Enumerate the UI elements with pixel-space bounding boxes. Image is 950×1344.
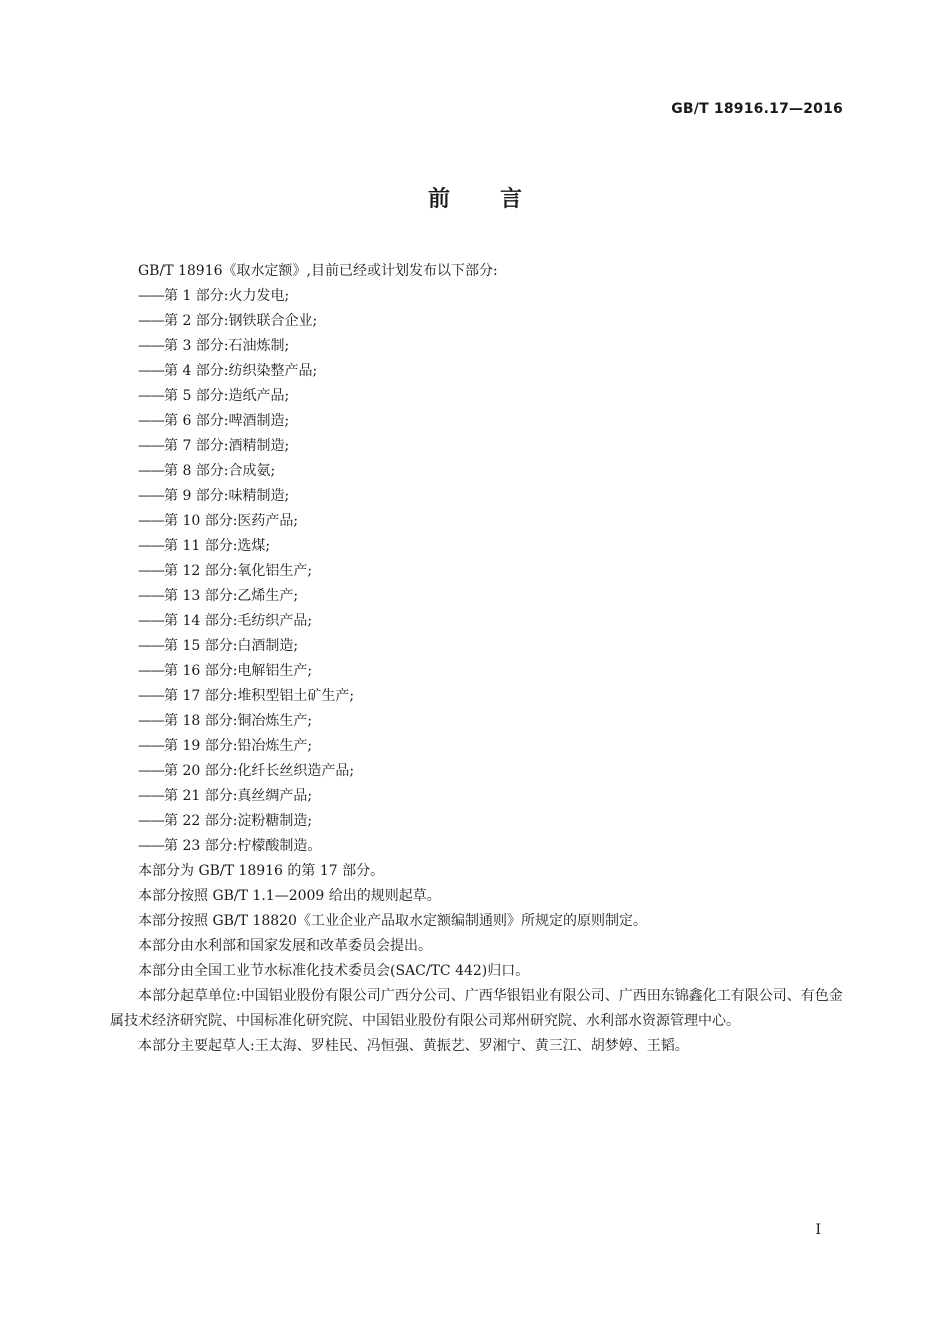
list-dash: —— bbox=[138, 388, 164, 404]
standard-number: GB/T 18916.17—2016 bbox=[671, 101, 843, 117]
list-item-text: 第 8 部分:合成氨; bbox=[164, 463, 276, 479]
list-dash: —— bbox=[138, 738, 164, 754]
list-dash: —— bbox=[138, 663, 164, 679]
list-item bbox=[110, 709, 845, 734]
list-item bbox=[110, 584, 845, 609]
list-dash: —— bbox=[138, 538, 164, 554]
list-item bbox=[110, 609, 845, 634]
list-item bbox=[110, 659, 845, 684]
list-dash: —— bbox=[138, 688, 164, 704]
list-item-text: 第 5 部分:造纸产品; bbox=[164, 388, 290, 404]
list-dash: —— bbox=[138, 713, 164, 729]
list-item bbox=[110, 309, 845, 334]
list-item-text: 第 9 部分:味精制造; bbox=[164, 488, 290, 504]
statement-drafting-rules: 本部分按照 GB/T 1.1—2009 给出的规则起草。 bbox=[138, 888, 441, 904]
statement-proposed-by: 本部分由水利部和国家发展和改革委员会提出。 bbox=[138, 938, 432, 954]
list-item-text: 第 1 部分:火力发电; bbox=[164, 288, 290, 304]
list-item bbox=[110, 634, 845, 659]
list-item-text: 第 6 部分:啤酒制造; bbox=[164, 413, 290, 429]
list-dash: —— bbox=[138, 363, 164, 379]
list-item bbox=[110, 334, 845, 359]
list-item-text: 第 22 部分:淀粉糖制造; bbox=[164, 813, 313, 829]
statement-principle: 本部分按照 GB/T 18820《工业企业产品取水定额编制通则》所规定的原则制定。 bbox=[138, 913, 647, 929]
list-item bbox=[110, 409, 845, 434]
list-dash: —— bbox=[138, 613, 164, 629]
list-dash: —— bbox=[138, 563, 164, 579]
list-dash: —— bbox=[138, 813, 164, 829]
list-item-text: 第 13 部分:乙烯生产; bbox=[164, 588, 299, 604]
list-item-text: 第 23 部分:柠檬酸制造。 bbox=[164, 838, 322, 854]
list-item bbox=[110, 534, 845, 559]
page-title: 前言 bbox=[427, 187, 572, 212]
list-dash: —— bbox=[138, 463, 164, 479]
list-item bbox=[110, 559, 845, 584]
list-dash: —— bbox=[138, 338, 164, 354]
statement-drafting-units: 本部分起草单位:中国铝业股份有限公司广西分公司、广西华银铝业有限公司、广西田东锦鑫化工有限公司、有色金属技术经济研究院、中国标准化研究院、中国铝业股份有限公司郑州研究院、水利部水资源管理中心。 bbox=[110, 988, 843, 1029]
list-item bbox=[110, 484, 845, 509]
list-dash: —— bbox=[138, 488, 164, 504]
statement-part-of: 本部分为 GB/T 18916 的第 17 部分。 bbox=[138, 863, 385, 879]
list-item-text: 第 3 部分:石油炼制; bbox=[164, 338, 290, 354]
list-dash: —— bbox=[138, 588, 164, 604]
list-item bbox=[110, 834, 845, 859]
list-dash: —— bbox=[138, 413, 164, 429]
list-item bbox=[110, 384, 845, 409]
parts-list bbox=[110, 284, 845, 859]
list-item bbox=[110, 684, 845, 709]
list-item bbox=[110, 359, 845, 384]
intro-paragraph: GB/T 18916《取水定额》,目前已经或计划发布以下部分: bbox=[138, 263, 498, 279]
list-item-text: 第 11 部分:选煤; bbox=[164, 538, 271, 554]
statement-drafters: 本部分主要起草人:王太海、罗桂民、冯恒强、黄振艺、罗湘宁、黄三江、胡梦婷、王韬。 bbox=[138, 1038, 689, 1054]
list-item-text: 第 19 部分:铅冶炼生产; bbox=[164, 738, 313, 754]
list-item-text: 第 7 部分:酒精制造; bbox=[164, 438, 290, 454]
list-item bbox=[110, 434, 845, 459]
list-item bbox=[110, 509, 845, 534]
list-item-text: 第 20 部分:化纤长丝织造产品; bbox=[164, 763, 355, 779]
list-dash: —— bbox=[138, 438, 164, 454]
list-item bbox=[110, 759, 845, 784]
list-dash: —— bbox=[138, 638, 164, 654]
page-number: I bbox=[815, 1222, 821, 1238]
list-dash: —— bbox=[138, 838, 164, 854]
list-dash: —— bbox=[138, 788, 164, 804]
list-item-text: 第 15 部分:白酒制造; bbox=[164, 638, 299, 654]
list-item-text: 第 4 部分:纺织染整产品; bbox=[164, 363, 318, 379]
list-item bbox=[110, 459, 845, 484]
list-item-text: 第 10 部分:医药产品; bbox=[164, 513, 299, 529]
list-item bbox=[110, 784, 845, 809]
list-item-text: 第 21 部分:真丝绸产品; bbox=[164, 788, 313, 804]
list-item bbox=[110, 809, 845, 834]
list-dash: —— bbox=[138, 313, 164, 329]
list-dash: —— bbox=[138, 763, 164, 779]
list-dash: —— bbox=[138, 288, 164, 304]
list-item bbox=[110, 734, 845, 759]
foreword-body bbox=[110, 259, 845, 1059]
list-item-text: 第 2 部分:钢铁联合企业; bbox=[164, 313, 318, 329]
statement-centralized-by: 本部分由全国工业节水标准化技术委员会(SAC/TC 442)归口。 bbox=[138, 963, 530, 979]
list-item-text: 第 18 部分:铜冶炼生产; bbox=[164, 713, 313, 729]
list-item-text: 第 17 部分:堆积型铝土矿生产; bbox=[164, 688, 355, 704]
list-item bbox=[110, 284, 845, 309]
list-dash: —— bbox=[138, 513, 164, 529]
list-item-text: 第 12 部分:氧化铝生产; bbox=[164, 563, 313, 579]
list-item-text: 第 14 部分:毛纺织产品; bbox=[164, 613, 313, 629]
list-item-text: 第 16 部分:电解铝生产; bbox=[164, 663, 313, 679]
